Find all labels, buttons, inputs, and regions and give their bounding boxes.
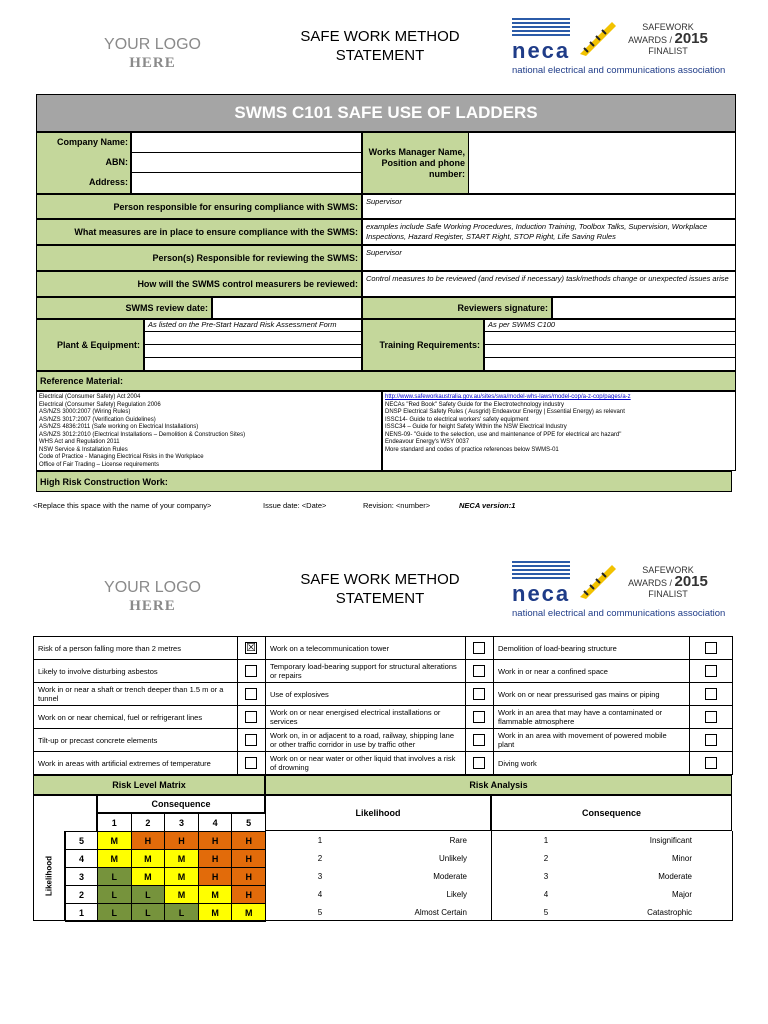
company-logo-placeholder-2: [95, 579, 210, 615]
row-compliance-value[interactable]: Supervisor: [362, 194, 736, 219]
matrix-row-header: 5: [65, 831, 98, 850]
matrix-cell: L: [131, 885, 166, 904]
references-left: [36, 391, 382, 471]
reference-item: DNSP Electrical Safety Rules ( Ausgrid) Endeavour Energy | Essential Energy) as relevant: [385, 409, 625, 415]
likelihood-number: 3: [317, 871, 323, 881]
matrix-col-header: 3: [164, 813, 199, 832]
award-trophy-icon: [576, 18, 618, 58]
hrcw-item: Tilt-up or precast concrete elements: [33, 728, 238, 752]
hrcw-item: Work on or near chemical, fuel or refrigerant lines: [33, 705, 238, 729]
matrix-row-header: 3: [65, 867, 98, 886]
row-label: Person(s) Responsible for reviewing the SWMS:: [152, 253, 358, 263]
hrcw-checkbox[interactable]: [245, 665, 257, 677]
hrcw-item: Work on, in or adjacent to a road, railway, shipping lane or other traffic corridor in use by traffic other: [265, 728, 466, 752]
matrix-cell: H: [231, 831, 266, 850]
hrcw-checkbox[interactable]: [705, 665, 717, 677]
matrix-row-header: 1: [65, 903, 98, 922]
matrix-cell: H: [198, 867, 233, 886]
logo-line-1: YOUR LOGO: [104, 579, 201, 596]
likelihood-text: Moderate: [433, 871, 467, 881]
works-manager-label: Works Manager Name, Position and phone number:: [368, 146, 465, 179]
likelihood-number: 5: [317, 907, 323, 917]
matrix-row-header: 2: [65, 885, 98, 904]
hrcw-checkbox[interactable]: [473, 734, 485, 746]
matrix-cell: H: [164, 831, 199, 850]
consequence-header-text: Consequence: [581, 808, 641, 818]
training-line-2[interactable]: [484, 331, 736, 345]
high-risk-label-cell: [36, 471, 732, 492]
abn-field[interactable]: [131, 152, 362, 173]
matrix-col-header: 1: [97, 813, 132, 832]
consequence-text: Moderate: [658, 871, 692, 881]
matrix-cell: L: [97, 903, 132, 922]
award-text: SAFEWORK AWARDS / 2015 FINALIST: [618, 565, 718, 600]
high-risk-label: High Risk Construction Work:: [40, 476, 168, 487]
row-measures-label-cell: [36, 219, 362, 245]
award-year: 2015: [674, 30, 708, 47]
reference-item: WHS Act and Regulation 2011: [39, 439, 120, 445]
hrcw-checkbox[interactable]: [705, 757, 717, 769]
works-manager-field[interactable]: [468, 132, 736, 194]
likelihood-text: Almost Certain: [414, 907, 467, 917]
title-line-2: STATEMENT: [335, 590, 425, 607]
hrcw-checkbox[interactable]: [473, 757, 485, 769]
banner-text: SWMS C101 SAFE USE OF LADDERS: [234, 103, 538, 122]
matrix-cell: L: [131, 903, 166, 922]
review-date-field[interactable]: [212, 297, 362, 319]
award-trophy-icon: [576, 561, 618, 601]
hrcw-checkbox[interactable]: [705, 642, 717, 654]
consequence-number: 1: [543, 835, 549, 845]
matrix-consequence-label: Consequence: [97, 795, 265, 813]
reference-item: Electrical (Consumer Safety) Regulation 2006: [39, 401, 161, 408]
reference-item: ISSC14- Guide to electrical workers' safety equipment: [385, 416, 529, 423]
plant-line-2[interactable]: [144, 331, 362, 345]
hrcw-item: Work on a telecommunication tower: [265, 636, 466, 660]
reference-item: AS/NZS 3017:2007 (Verification Guidelines): [39, 416, 156, 423]
reference-label: Reference Material:: [40, 376, 124, 386]
row-review-method-label-cell: [36, 271, 362, 297]
hrcw-checkbox[interactable]: [473, 711, 485, 723]
hrcw-item: Work in areas with artificial extremes of temperature: [33, 751, 238, 775]
hrcw-item: Temporary load-bearing support for structural alterations or repairs: [265, 659, 466, 683]
matrix-col-header: 4: [198, 813, 233, 832]
title-line-1: SAFE WORK METHOD: [300, 28, 460, 45]
logo-line-1: YOUR LOGO: [104, 36, 201, 53]
hrcw-checkbox[interactable]: ☒: [246, 642, 256, 654]
risk-analysis-label: Risk Analysis: [469, 780, 528, 790]
matrix-cell: L: [164, 903, 199, 922]
plant-line-3[interactable]: [144, 344, 362, 358]
logo-line-2: HERE: [129, 598, 176, 614]
matrix-cell: M: [164, 849, 199, 868]
hrcw-checkbox[interactable]: [705, 734, 717, 746]
likelihood-number: 4: [317, 889, 323, 899]
reference-item: Office of Fair Trading – License requirements: [39, 461, 159, 468]
plant-label-cell: [36, 319, 144, 371]
hrcw-checkbox[interactable]: [245, 711, 257, 723]
row-reviewer-label-cell: [36, 245, 362, 271]
likelihood-number: 1: [317, 835, 323, 845]
footer-revision: Revision: <number>: [363, 501, 431, 510]
company-logo-placeholder: [95, 36, 210, 72]
award-year: 2015: [674, 573, 708, 590]
analysis-consequence-header: [491, 795, 732, 831]
consequence-text: Major: [671, 889, 692, 899]
analysis-column-border: [491, 831, 492, 921]
review-date-label-cell: [36, 297, 212, 319]
address-field[interactable]: [131, 172, 362, 194]
hrcw-checkbox[interactable]: [245, 734, 257, 746]
matrix-cell: H: [231, 849, 266, 868]
award-finalist: FINALIST: [648, 46, 688, 56]
reference-item: NENS-09- "Guide to the selection, use and maintenance of PPE for electrical arc hazard": [385, 431, 622, 438]
title-line-2: STATEMENT: [335, 47, 425, 64]
safework-link[interactable]: http://www.safeworkaustralia.gov.au/sites/swa/model-whs-laws/model-cop/a-z-cop/pages/a-z: [385, 394, 631, 400]
matrix-col-header: 2: [131, 813, 166, 832]
award-text: SAFEWORK AWARDS / 2015 FINALIST: [618, 22, 718, 57]
reference-label-cell: [36, 371, 736, 391]
matrix-cell: L: [97, 867, 132, 886]
likelihood-vertical-label: Likelihood: [44, 855, 54, 896]
consequence-number: 2: [543, 853, 549, 863]
award-finalist: FINALIST: [648, 589, 688, 599]
address-label: Address:: [88, 177, 128, 187]
consequence-number: 4: [543, 889, 549, 899]
neca-wordmark: neca: [512, 581, 571, 606]
hrcw-item: Work on or near water or other liquid that involves a risk of drowning: [265, 751, 466, 775]
neca-wordmark: neca: [512, 38, 571, 63]
reviewers-signature-label: Reviewers signature:: [457, 303, 548, 313]
hrcw-item: Work in or near a confined space: [493, 659, 690, 683]
analysis-column-border: [265, 831, 266, 921]
references-right: [382, 391, 736, 471]
risk-table-bottom-border: [33, 920, 732, 921]
matrix-cell: H: [198, 831, 233, 850]
matrix-cell: H: [231, 867, 266, 886]
hrcw-item: Likely to involve disturbing asbestos: [33, 659, 238, 683]
hrcw-item: Risk of a person falling more than 2 metres: [33, 636, 238, 660]
matrix-corner: [33, 795, 97, 831]
row-reviewer-value[interactable]: Supervisor: [362, 245, 736, 271]
plant-value[interactable]: As listed on the Pre-Start Hazard Risk Assessment Form: [144, 319, 362, 332]
matrix-likelihood-label: [33, 831, 65, 921]
risk-matrix-header: [33, 775, 265, 795]
association-name: national electrical and communications association: [512, 65, 726, 76]
row-label: What measures are in place to ensure compliance with the SWMS:: [74, 227, 358, 237]
matrix-cell: M: [97, 831, 132, 850]
hrcw-item: Work on or near pressurised gas mains or piping: [493, 682, 690, 706]
logo-line-2: HERE: [129, 55, 176, 71]
hrcw-checkbox[interactable]: [473, 665, 485, 677]
hrcw-item: Demolition of load-bearing structure: [493, 636, 690, 660]
consequence-text: Minor: [671, 853, 692, 863]
reviewers-signature-label-cell: [362, 297, 552, 319]
matrix-cell: M: [97, 849, 132, 868]
award-top: SAFEWORK: [642, 565, 694, 575]
document-title: [270, 27, 490, 65]
hrcw-checkbox[interactable]: [705, 711, 717, 723]
likelihood-header-text: Likelihood: [355, 808, 401, 818]
company-name-field[interactable]: [131, 132, 362, 153]
title-line-1: SAFE WORK METHOD: [300, 571, 460, 588]
row-label: Person responsible for ensuring compliance with SWMS:: [113, 201, 358, 212]
hrcw-item: Use of explosives: [265, 682, 466, 706]
hrcw-item: Work in an area with movement of powered mobile plant: [493, 728, 690, 752]
risk-matrix-label: Risk Level Matrix: [112, 780, 186, 790]
footer-issue-date: Issue date: <Date>: [263, 501, 327, 510]
hrcw-item: Work on or near energised electrical installations or services: [265, 705, 466, 729]
consequence-number: 5: [543, 907, 549, 917]
hrcw-checkbox[interactable]: [245, 688, 257, 700]
works-manager-label-cell: [362, 132, 469, 194]
hrcw-checkbox[interactable]: [705, 688, 717, 700]
reference-item: Code of Practice - Managing Electrical Risks in the Workplace: [39, 454, 204, 460]
reference-item: AS/NZS 4836:2011 (Safe working on Electrical Installations): [39, 424, 199, 430]
training-label-cell: [362, 319, 484, 371]
matrix-cell: L: [97, 885, 132, 904]
award-top: SAFEWORK: [642, 22, 694, 32]
training-line-3[interactable]: [484, 344, 736, 358]
plant-label: Plant & Equipment:: [57, 340, 140, 350]
company-name-label: Company Name:: [56, 137, 128, 147]
matrix-cell: H: [131, 831, 166, 850]
award-mid: AWARDS: [628, 578, 667, 588]
matrix-cell: M: [131, 867, 166, 886]
hrcw-checkbox[interactable]: [473, 688, 485, 700]
abn-label: ABN:: [105, 157, 128, 167]
row-measures-value[interactable]: examples include Safe Working Procedures, Induction Training, Toolbox Talks, Supervision, Workplace Inspections, Hazard Register, START Right, STOP Right, Life Saving Rules: [362, 219, 736, 245]
hrcw-checkbox[interactable]: [473, 642, 485, 654]
reference-item: ISSC34 – Guide for height Safety Within the NSW Electrical Industry: [385, 424, 567, 430]
reference-item: More standard and codes of practice references below SWMS-01: [385, 446, 559, 453]
row-review-method-value[interactable]: Control measures to be reviewed (and revised if necessary) task/methods change or unexpected issues arise: [362, 271, 736, 297]
likelihood-number: 2: [317, 853, 323, 863]
document-title-2: [270, 570, 490, 608]
matrix-cell: H: [198, 849, 233, 868]
row-label: How will the SWMS control measurers be reviewed:: [137, 279, 358, 289]
risk-analysis-header: [265, 775, 732, 795]
reference-item: NSW Service & Installation Rules: [39, 446, 128, 453]
footer-version: NECA version:1: [459, 501, 516, 510]
likelihood-text: Likely: [446, 889, 467, 899]
analysis-column-border: [732, 831, 733, 921]
hrcw-checkbox[interactable]: [245, 757, 257, 769]
reference-item: Endeavour Energy's WSY 0037: [385, 439, 470, 445]
matrix-cell: M: [198, 885, 233, 904]
award-mid: AWARDS: [628, 35, 667, 45]
matrix-cell: M: [164, 867, 199, 886]
likelihood-text: Unlikely: [438, 853, 467, 863]
matrix-cell: M: [164, 885, 199, 904]
footer-company: <Replace this space with the name of your company>: [33, 501, 212, 510]
matrix-cell: M: [231, 903, 266, 922]
review-date-label: SWMS review date:: [125, 303, 208, 313]
consequence-number: 3: [543, 871, 549, 881]
hrcw-item: Work in or near a shaft or trench deeper than 1.5 m or a tunnel: [33, 682, 238, 706]
consequence-text: Catastrophic: [647, 907, 692, 917]
reference-item: Electrical (Consumer Safety) Act 2004: [39, 394, 141, 400]
training-line-4[interactable]: [484, 357, 736, 371]
likelihood-text: Rare: [449, 835, 467, 845]
matrix-row-header: 4: [65, 849, 98, 868]
matrix-cell: M: [131, 849, 166, 868]
plant-line-4[interactable]: [144, 357, 362, 371]
reference-item: NECAs "Red Book" Safety Guide for the Electrotechnology industry: [385, 401, 565, 408]
hrcw-item: Work in an area that may have a contaminated or flammable atmosphere: [493, 705, 690, 729]
analysis-likelihood-header: [265, 795, 491, 831]
swms-banner: [36, 94, 736, 132]
matrix-col-header: 5: [231, 813, 266, 832]
reference-item: AS/NZS 3000:2007 (Wiring Rules): [39, 409, 131, 415]
training-label: Training Requirements:: [379, 340, 480, 350]
hrcw-item: Diving work: [493, 751, 690, 775]
reviewers-signature-field[interactable]: [552, 297, 736, 319]
matrix-cell: H: [231, 885, 266, 904]
matrix-cell: M: [198, 903, 233, 922]
reference-item: AS/NZS 3012:2010 (Electrical Installations – Demolition & Construction Sites): [39, 431, 246, 438]
consequence-text: Insignificant: [649, 835, 692, 845]
training-value[interactable]: As per SWMS C100: [484, 319, 736, 332]
association-name-2: national electrical and communications association: [512, 608, 726, 619]
row-compliance-label-cell: [36, 194, 362, 219]
